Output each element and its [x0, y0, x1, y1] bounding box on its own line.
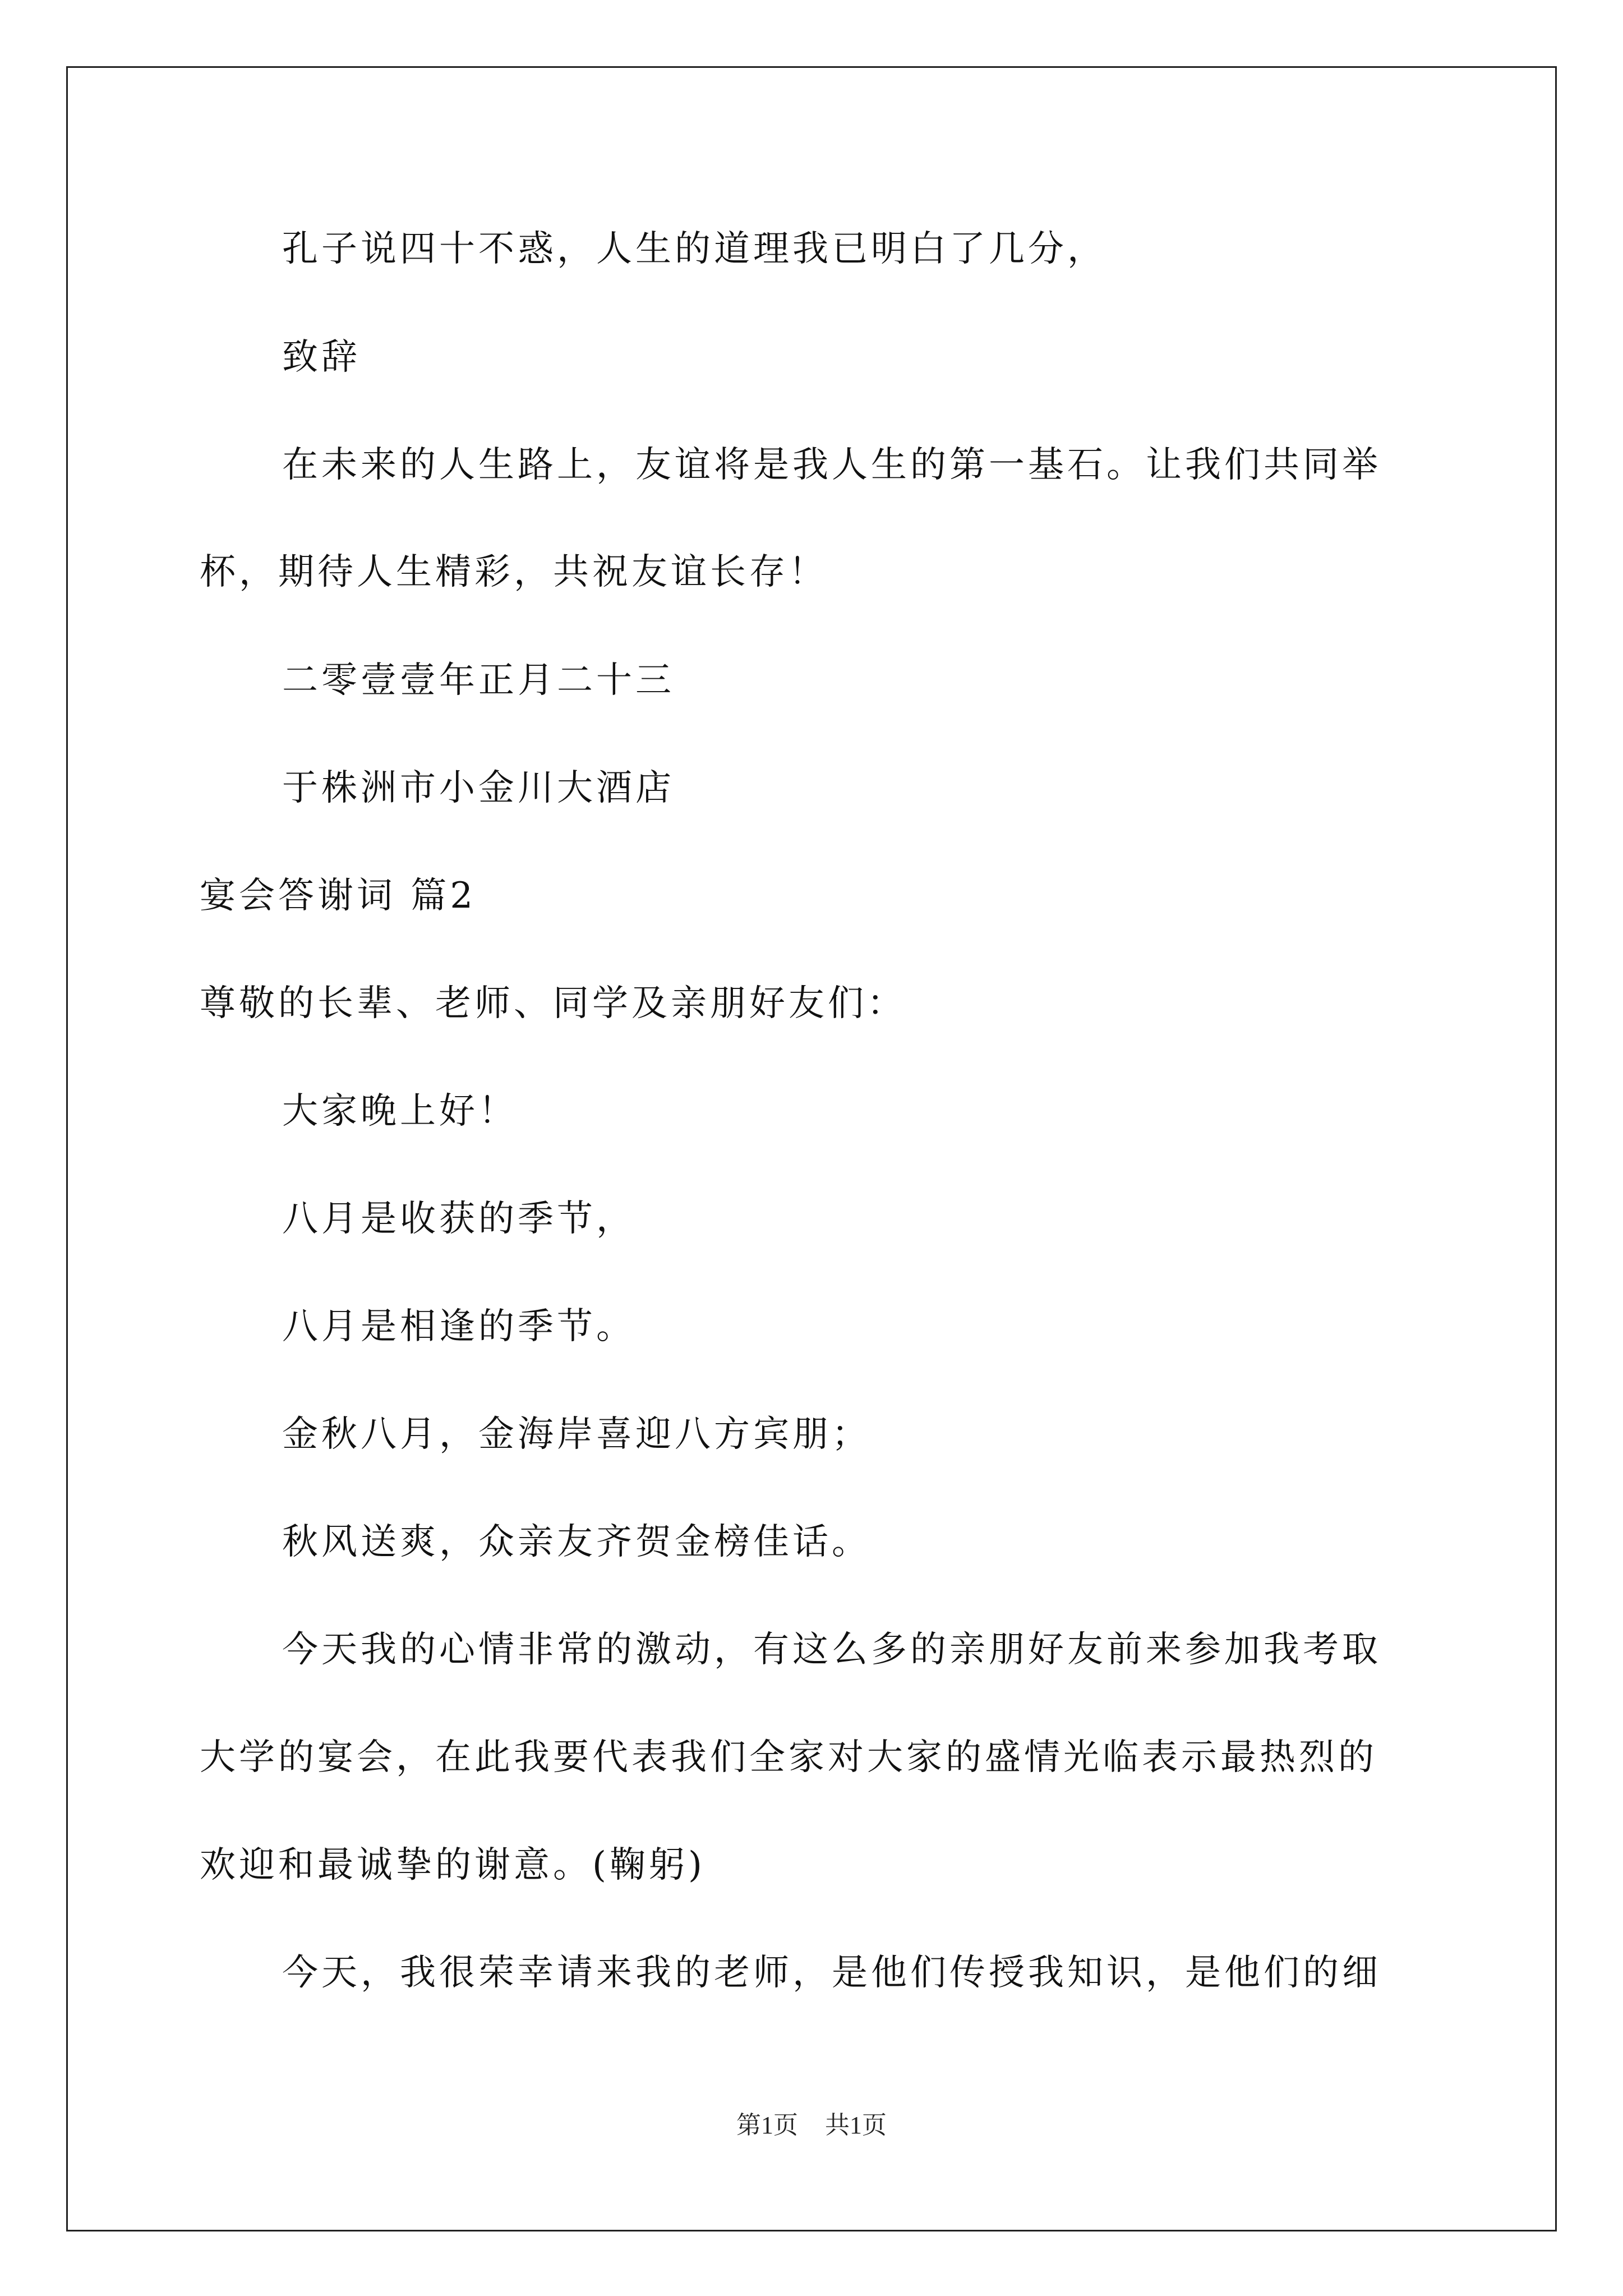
salutation: 尊敬的长辈、老师、同学及亲朋好友们：	[200, 983, 906, 1024]
paragraph-line: 孔子说四十不惑，人生的道理我已明白了几分，	[282, 228, 1106, 270]
page-footer	[0, 2105, 1623, 2141]
paragraph-line: 秋风送爽，众亲友齐贺金榜佳话。	[282, 1521, 871, 1563]
paragraph-line: 二零壹壹年正月二十三	[282, 660, 675, 701]
paragraph-line: 八月是收获的季节，	[282, 1198, 635, 1240]
paragraph-line: 于株洲市小金川大酒店	[282, 767, 675, 809]
section-heading: 宴会答谢词 篇2	[200, 875, 477, 917]
paragraph-line: 在未来的人生路上，友谊将是我人生的第一基石。让我们共同举	[282, 444, 1381, 486]
paragraph-line: 致辞	[282, 337, 361, 378]
page-border	[66, 66, 1557, 2231]
paragraph-line: 八月是相逢的季节。	[282, 1306, 635, 1347]
page-number: 第1页	[736, 2111, 798, 2139]
paragraph-line: 金秋八月，金海岸喜迎八方宾朋；	[282, 1414, 871, 1455]
paragraph-line: 大学的宴会，在此我要代表我们全家对大家的盛情光临表示最热烈的	[200, 1737, 1377, 1778]
paragraph-line: 今天我的心情非常的激动，有这么多的亲朋好友前来参加我考取	[282, 1629, 1381, 1671]
paragraph-line: 大家晚上好！	[282, 1091, 518, 1132]
paragraph-line: 杯，期待人生精彩，共祝友谊长存！	[200, 551, 828, 593]
paragraph-line: 欢迎和最诚挚的谢意。(鞠躬)	[200, 1844, 706, 1886]
paragraph-line: 今天，我很荣幸请来我的老师，是他们传授我知识，是他们的细	[282, 1952, 1381, 1994]
page-total: 共1页	[825, 2111, 887, 2139]
